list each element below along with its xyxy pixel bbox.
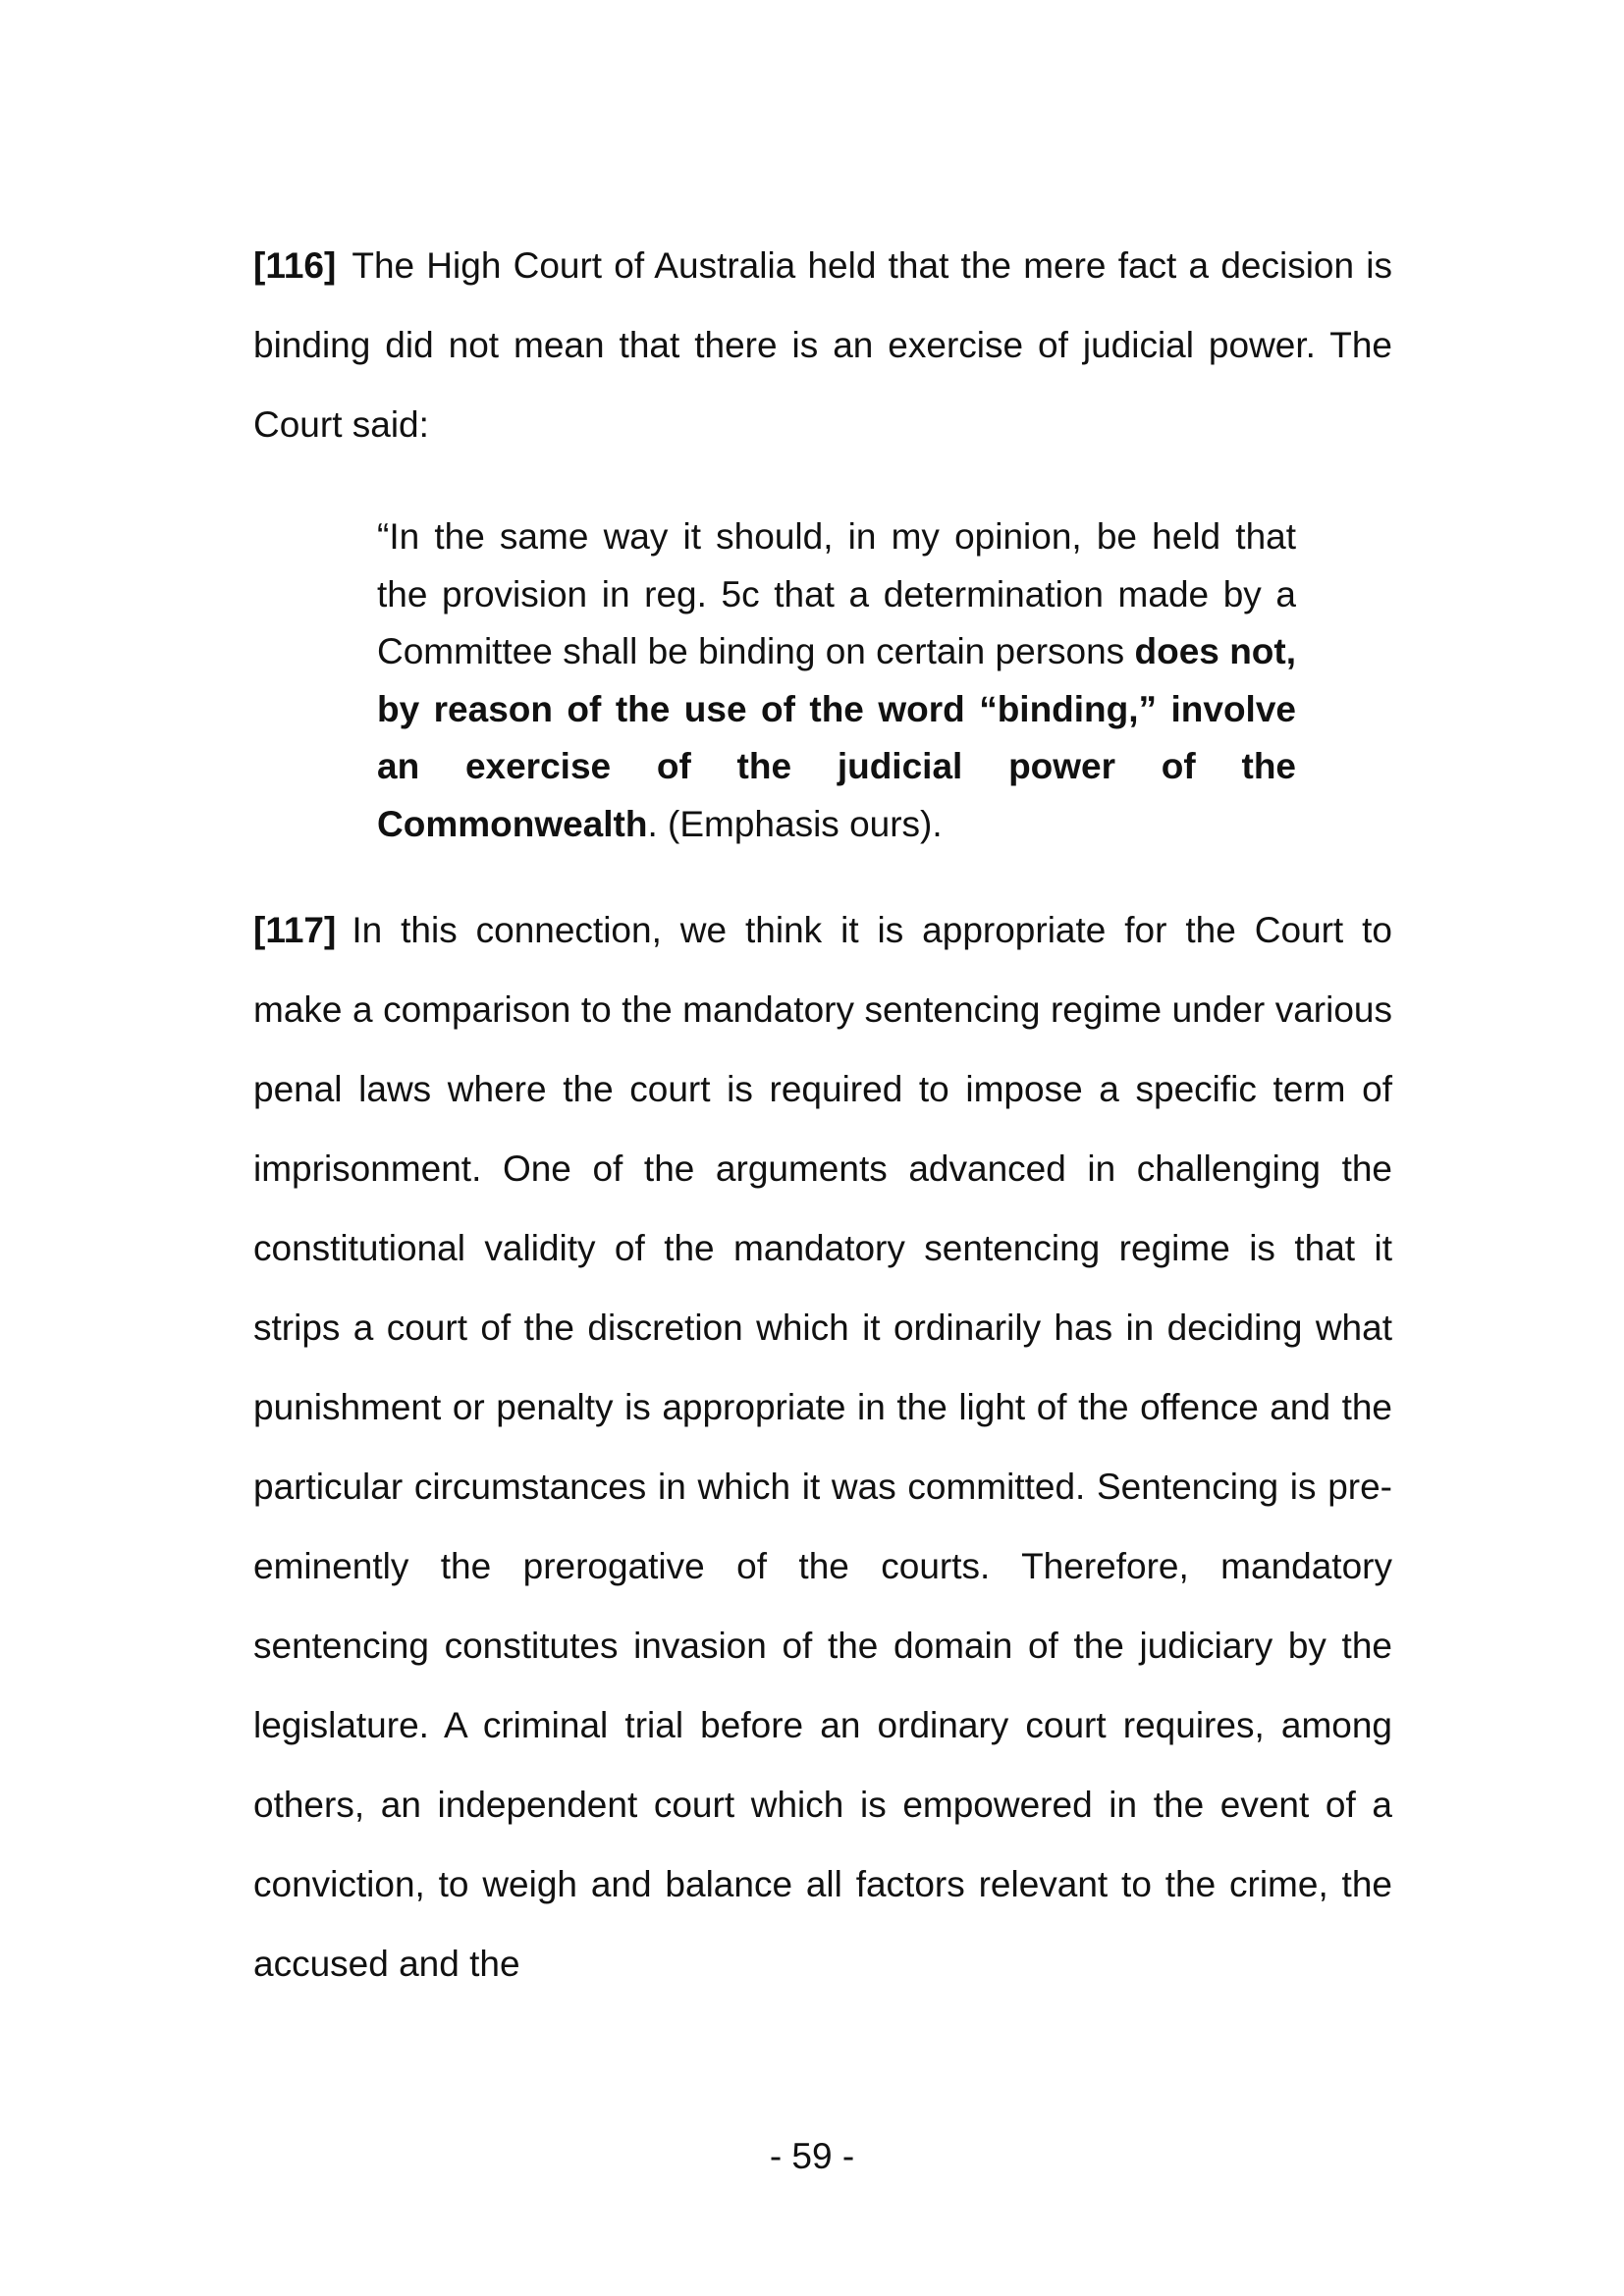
paragraph-116 (253, 226, 1392, 464)
block-quotation (377, 508, 1296, 853)
paragraph-117 (253, 890, 1392, 2003)
paragraph-number-117: [117] (253, 910, 337, 950)
paragraph-number-116: [116] (253, 245, 337, 286)
quotation-emphasis: does not, by reason of the use of the word “binding,” involve an exercise of the judicial power of the Commonwealth (377, 631, 1296, 844)
page-number: - 59 - (769, 2136, 855, 2176)
quotation-tail: . (Emphasis ours). (647, 803, 943, 844)
paragraph-116-text: The High Court of Australia held that the mere fact a decision is binding did not mean that there is an exercise of judicial power. The Court said: (253, 245, 1392, 445)
paragraph-117-text: In this connection, we think it is appropriate for the Court to make a comparison to the mandatory sentencing regime under various penal laws where the court is required to impose a specific term of imprisonment. One of the arguments advanced in challenging the constitutional validity of the mandatory sentencing regime is that it strips a court of the discretion which it ordinarily has in deciding what punishment or penalty is appropriate in the light of the offence and the particular circumstances in which it was committed. Sentencing is pre-eminently the prerogative of the courts. Therefore, mandatory sentencing constitutes invasion of the domain of the judiciary by the legislature. A criminal trial before an ordinary court requires, among others, an independent court which is empowered in the event of a conviction, to weigh and balance all factors relevant to the crime, the accused and the (253, 910, 1392, 1984)
quotation-intro: “In the same way it should, in my opinion, be held that the provision in reg. 5c that a determination made by a Committee shall be binding on certain persons (377, 516, 1296, 671)
